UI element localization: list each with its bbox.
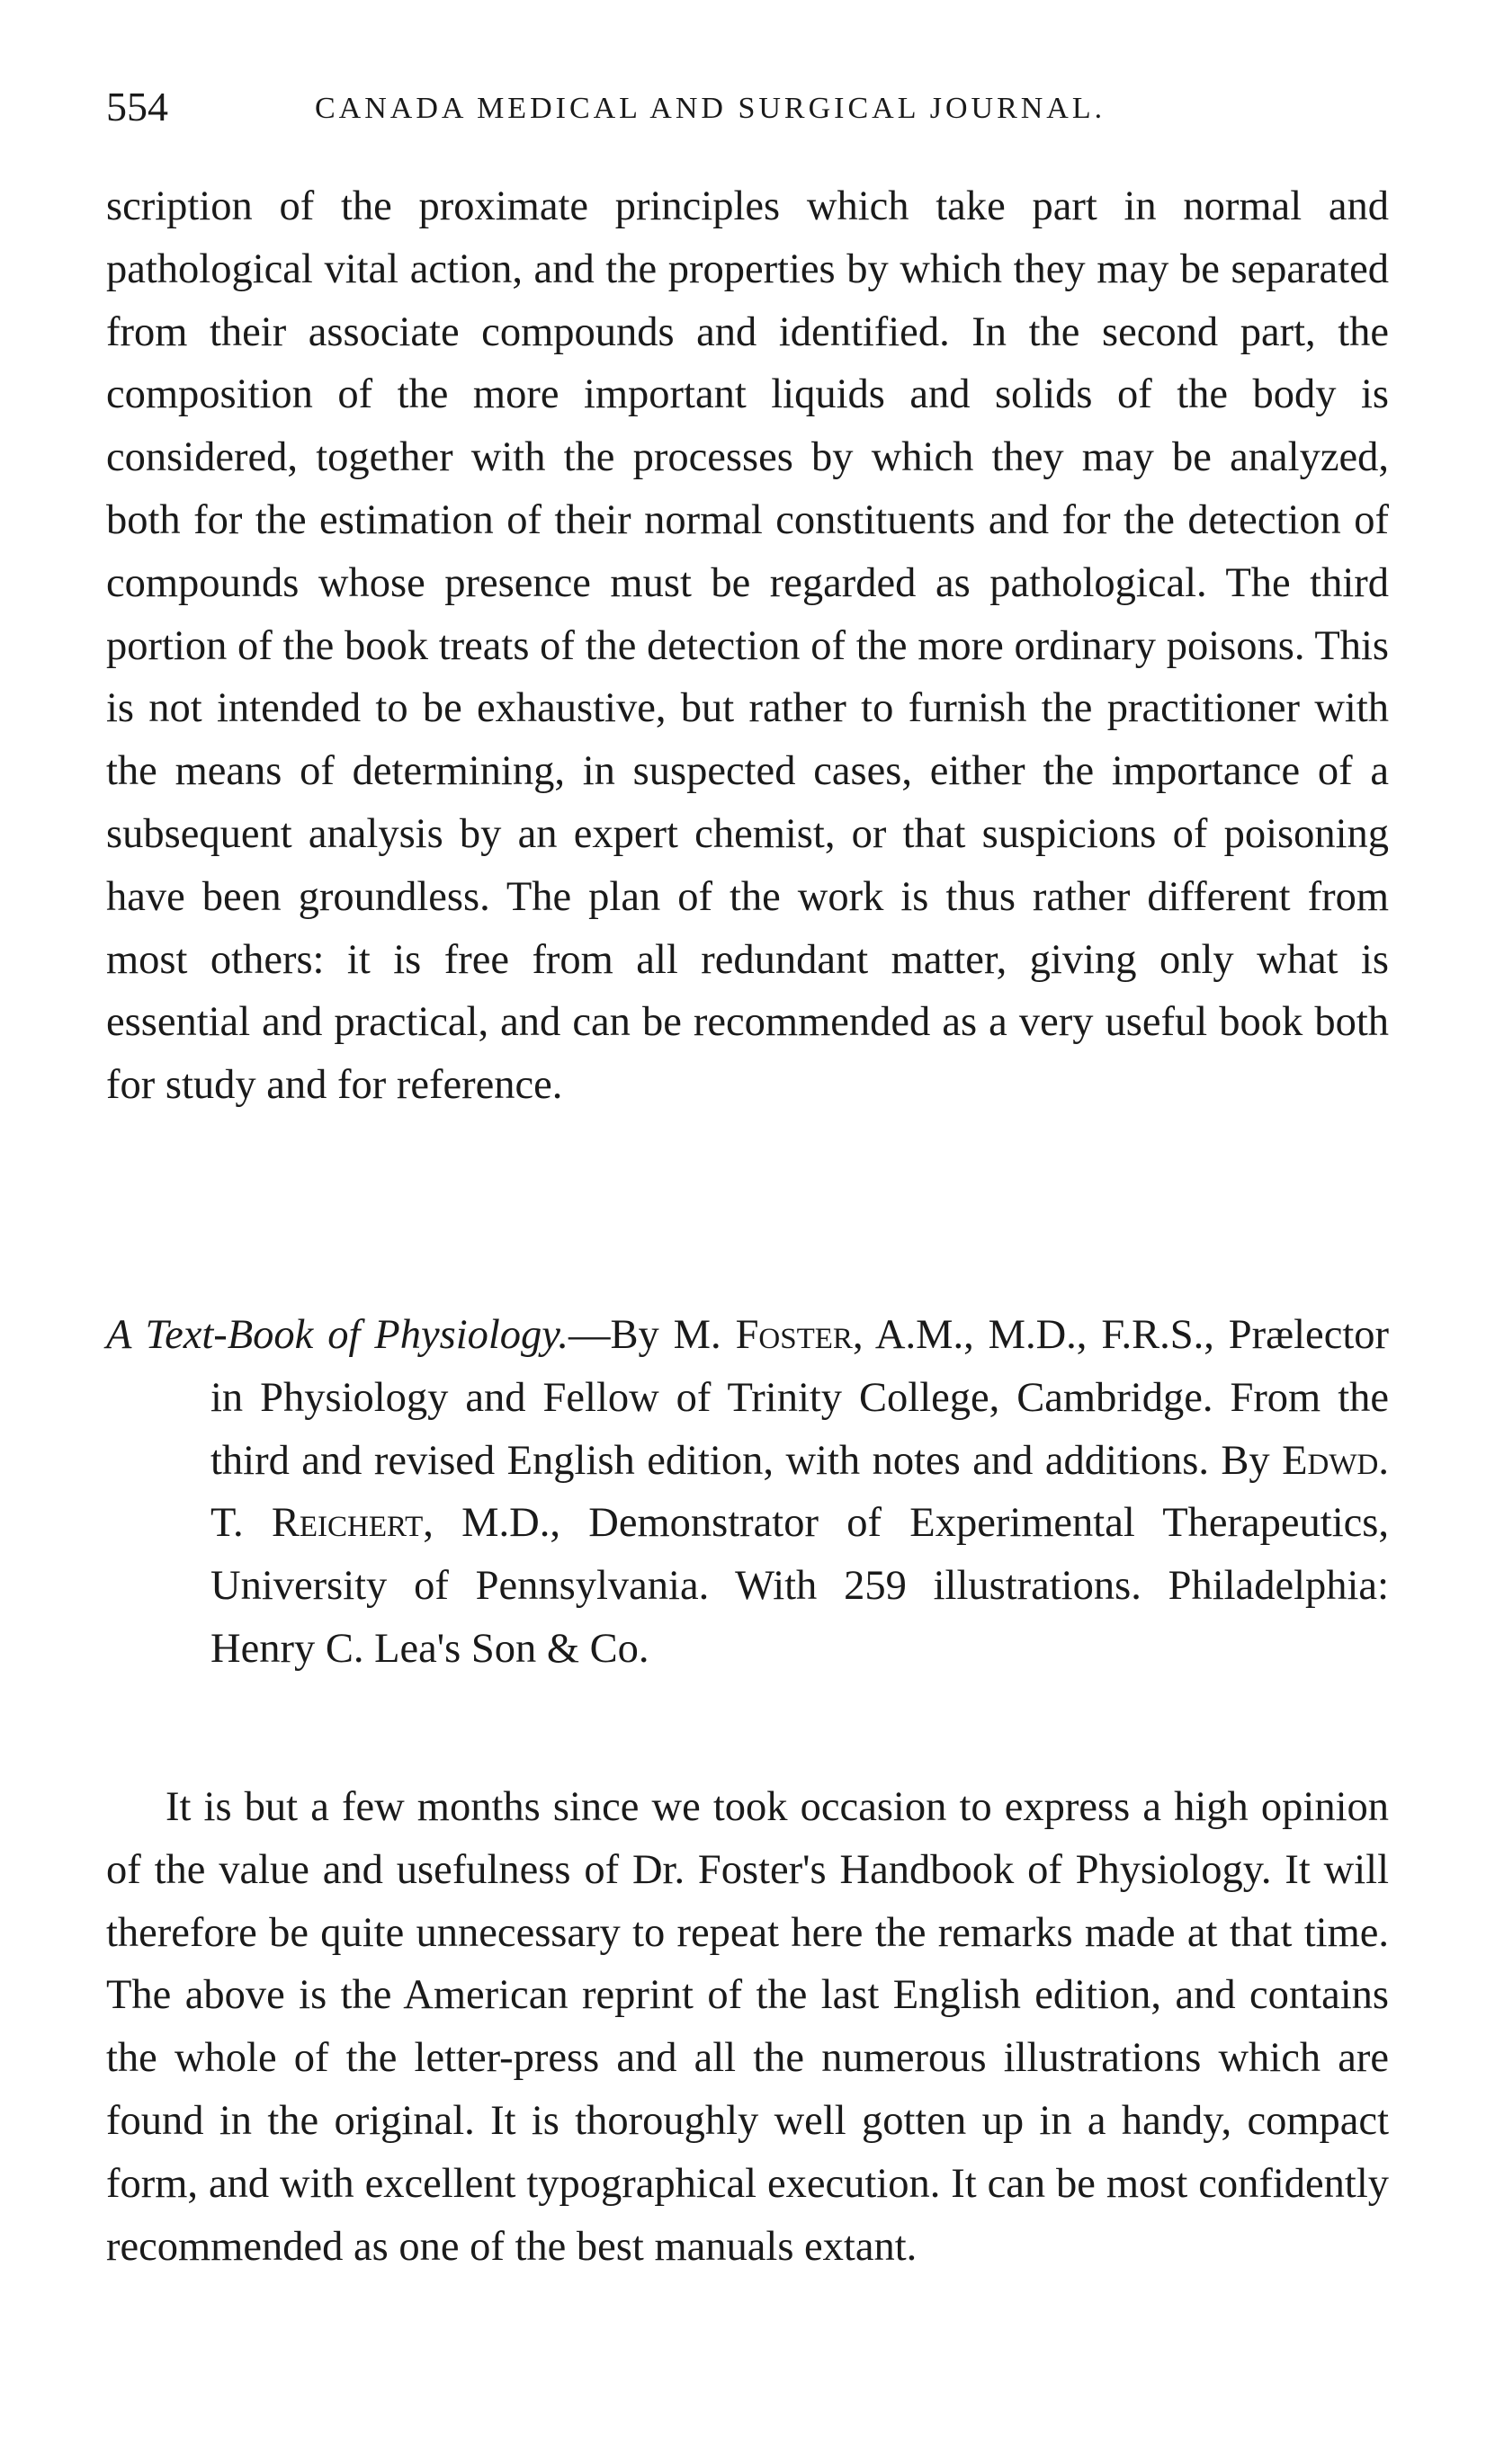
- running-head: [106, 83, 1401, 137]
- book-review-heading: [106, 1304, 1389, 1681]
- publication-details: , M.D., Demonstrator of Experimental Therapeutics, University of Pennsylvania. With 259 illustrations. Philadelphia: Henry C. Lea's Son & Co.: [210, 1500, 1389, 1672]
- author-name: Foster: [735, 1312, 853, 1358]
- page-number: 554: [106, 84, 168, 129]
- author-credentials: , A.M., M.D., F.R.S., Prælector in Physiology and Fellow of Trinity College, Cambridge. From the third and revised English edition, with notes and additions. By: [210, 1312, 1389, 1484]
- book-title: A Text-Book of Physiology.: [106, 1312, 568, 1358]
- by-prefix: —By M.: [568, 1312, 736, 1358]
- continued-paragraph: scription of the proximate principles which take part in normal and pathological vital action, and the properties by which they may be separated from their associate compounds and identified. In the second part, the composition of the more important liquids and solids of the body is considered, together with the processes by which they may be analyzed, both for the estimation of their normal constituents and for the detection of compounds whose presence must be regarded as pathological. The third portion of the book treats of the detection of the more ordinary poisons. This is not intended to be exhaustive, but rather to furnish the practitioner with the means of determining, in suspected cases, either the importance of a subsequent analysis by an expert chemist, or that suspicions of poisoning have been groundless. The plan of the work is thus rather different from most others: it is free from all redundant matter, giving only what is essential and practical, and can be recommended as a very useful book both for study and for reference.: [106, 183, 1389, 1109]
- journal-title: CANADA MEDICAL AND SURGICAL JOURNAL.: [315, 92, 1106, 125]
- review-body-paragraph: It is but a few months since we took occasion to express a high opinion of the value and usefulness of Dr. Foster's Handbook of Physiology. It will therefore be quite unnecessary to repeat here the remarks made at that time. The above is the American reprint of the last English edition, and contains the whole of the letter-press and all the numerous illustrations which are found in the original. It is thoroughly well gotten up in a handy, compact form, and with excellent typographical execution. It can be most confidently recommended as one of the best manuals extant.: [106, 1784, 1389, 2270]
- editor-name: Edwd. T. Reichert: [210, 1437, 1389, 1547]
